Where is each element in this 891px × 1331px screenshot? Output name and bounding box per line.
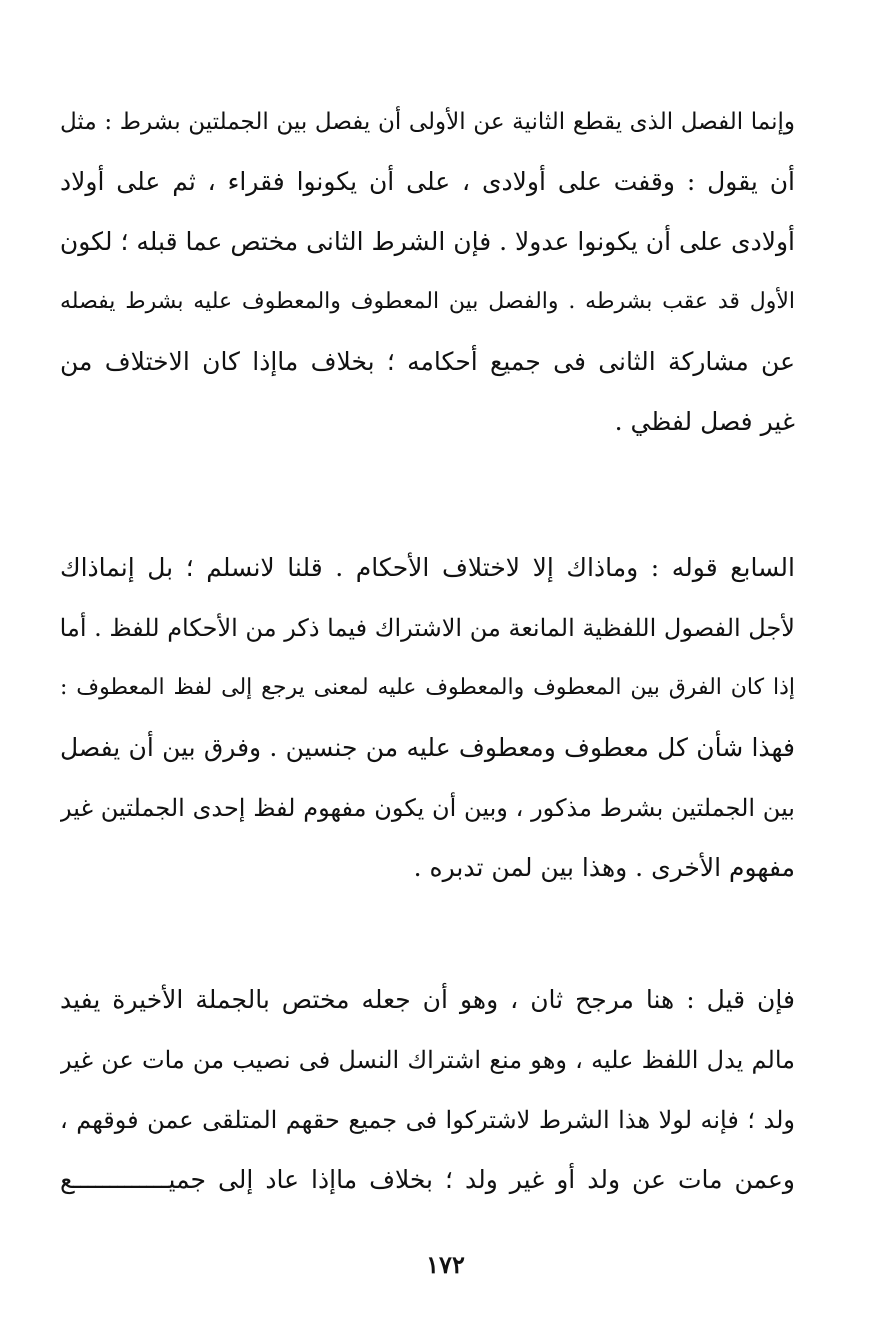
paragraph-2 (60, 538, 795, 898)
paragraph-3 (60, 970, 795, 1210)
text-line: غير فصل لفظي . (614, 407, 795, 436)
paragraph-1 (60, 92, 795, 452)
text-line: بين الجملتين بشرط مذكور ، وبين أن يكون مفهوم لفظ إحدى الجملتين غير (60, 794, 795, 822)
text-line: مفهوم الأخرى . وهذا بين لمن تدبره . (413, 853, 795, 882)
text-line: عن مشاركة الثانى فى جميع أحكامه ؛ بخلاف ماإذا كان الاختلاف من (60, 347, 795, 376)
text-line: السابع قوله : وماذاك إلا لاختلاف الأحكام . قلنا لانسلم ؛ بل إنماذاك (60, 553, 795, 582)
text-line: فإن قيل : هنا مرجح ثان ، وهو أن جعله مختص بالجملة الأخيرة يفيد (60, 985, 795, 1014)
text-line: مالم يدل اللفظ عليه ، وهو منع اشتراك النسل فى نصيب من مات عن غير (60, 1046, 795, 1074)
page-number: ١٧٢ (426, 1250, 465, 1279)
text-line: الأول قد عقب بشرطه . والفصل بين المعطوف والمعطوف عليه بشرط يفصله (60, 289, 795, 314)
text-line: فهذا شأن كل معطوف ومعطوف عليه من جنسين . وفرق بين أن يفصل (60, 733, 795, 762)
text-line: وعمن مات عن ولد أو غير ولد ؛ بخلاف ماإذا عاد إلى جميـــــــــــــع (60, 1165, 795, 1194)
text-line: أن يقول : وقفت على أولادى ، على أن يكونوا فقراء ، ثم على أولاد (60, 167, 795, 196)
text-line: وإنما الفصل الذى يقطع الثانية عن الأولى أن يفصل بين الجملتين بشرط : مثل (60, 109, 795, 135)
text-line: إذا كان الفرق بين المعطوف والمعطوف عليه لمعنى يرجع إلى لفظ المعطوف : (60, 675, 795, 700)
text-line: أولادى على أن يكونوا عدولا . فإن الشرط الثانى مختص عما قبله ؛ لكون (60, 227, 795, 256)
text-line: ولد ؛ فإنه لولا هذا الشرط لاشتركوا فى جميع حقهم المتلقى عمن فوقهم ، (60, 1106, 795, 1134)
text-line: لأجل الفصول اللفظية المانعة من الاشتراك فيما ذكر من الأحكام للفظ . أما (60, 614, 795, 642)
